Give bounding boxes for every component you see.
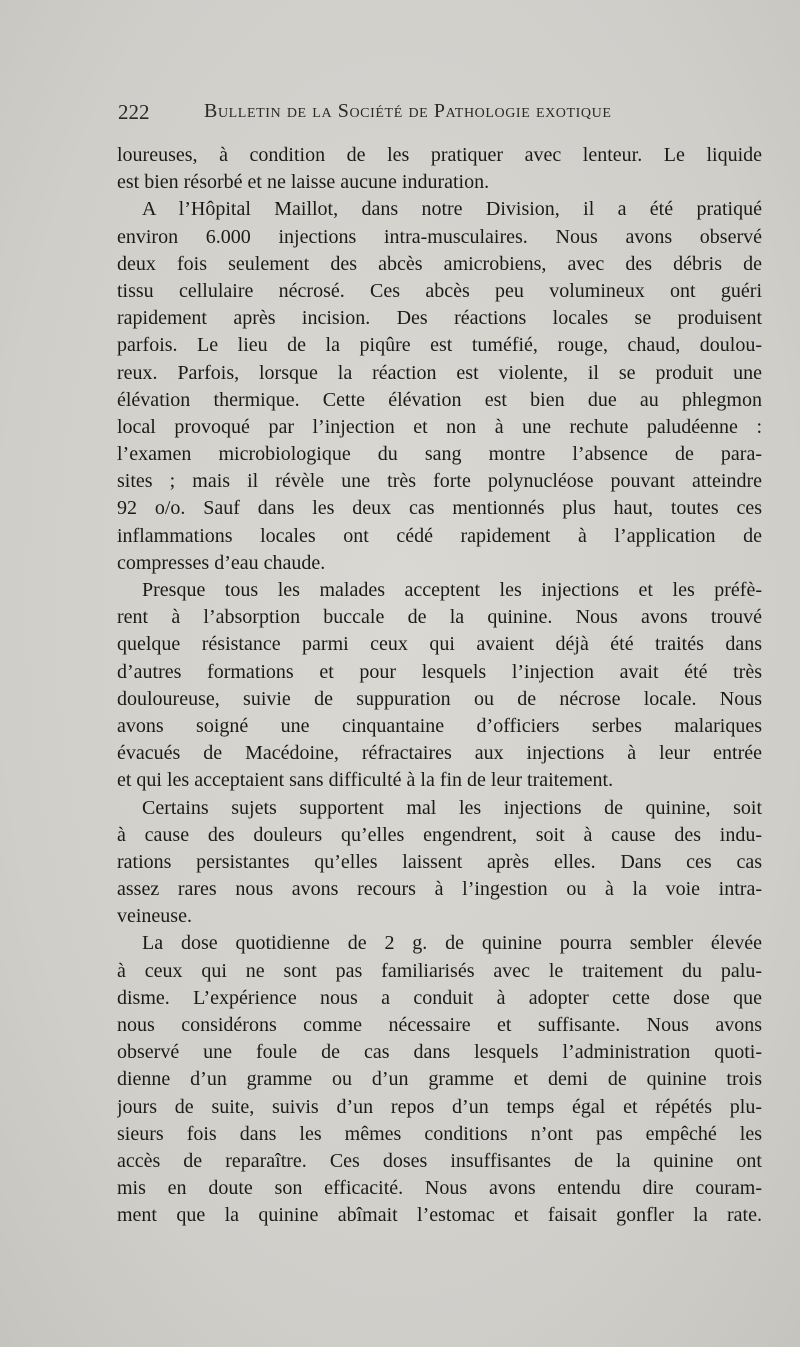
text-line: dienne d’un gramme ou d’un gramme et demi de quinine trois — [117, 1068, 762, 1091]
text-line: sieurs fois dans les mêmes conditions n’ont pas empêché les — [117, 1122, 762, 1145]
text-line: évacués de Macédoine, réfractaires aux injections à leur entrée — [117, 742, 762, 765]
text-line: à cause des douleurs qu’elles engendrent, soit à cause des indu- — [117, 823, 762, 846]
text-line: La dose quotidienne de 2 g. de quinine pourra sembler élevée — [142, 932, 762, 955]
text-line: jours de suite, suivis d’un repos d’un temps égal et répétés plu- — [117, 1095, 762, 1118]
text-line: local provoqué par l’injection et non à une rechute paludéenne : — [117, 415, 762, 438]
text-line: Presque tous les malades acceptent les injections et les préfè- — [142, 579, 762, 601]
text-line: rapidement après incision. Des réactions locales se produisent — [117, 307, 762, 330]
text-line: compresses d’eau chaude. — [117, 551, 326, 574]
text-line: avons soigné une cinquantaine d’officiers serbes malariques — [117, 714, 762, 737]
text-line: l’examen microbiologique du sang montre l’absence de para- — [117, 443, 762, 466]
text-line: d’autres formations et pour lesquels l’injection avait été très — [117, 660, 762, 683]
text-line: parfois. Le lieu de la piqûre est tuméfié, rouge, chaud, doulou- — [117, 334, 762, 357]
text-line: A l’Hôpital Maillot, dans notre Division, il a été pratiqué — [142, 198, 762, 221]
text-line: observé une foule de cas dans lesquels l’administration quoti- — [117, 1041, 762, 1064]
text-line: élévation thermique. Cette élévation est bien due au phlegmon — [117, 388, 762, 411]
text-line: environ 6.000 injections intra-musculaires. Nous avons observé — [117, 225, 762, 248]
journal-title: Bulletin de la Société de Pathologie exotique — [204, 100, 612, 122]
text-line: reux. Parfois, lorsque la réaction est violente, il se produit une — [117, 361, 762, 384]
text-line: inflammations locales ont cédé rapidement à l’application de — [117, 524, 762, 547]
text-line: est bien résorbé et ne laisse aucune induration. — [117, 171, 490, 194]
text-line: à ceux qui ne sont pas familiarisés avec le traitement du palu- — [117, 959, 762, 982]
running-header — [118, 100, 678, 130]
body-text — [117, 142, 762, 1230]
text-line: rations persistantes qu’elles laissent après elles. Dans ces cas — [117, 850, 762, 873]
text-line: mis en doute son efficacité. Nous avons entendu dire couram- — [117, 1177, 762, 1200]
text-line: douloureuse, suivie de suppuration ou de nécrose locale. Nous — [117, 687, 762, 710]
text-line: nous considérons comme nécessaire et suffisante. Nous avons — [117, 1014, 762, 1036]
text-line: loureuses, à condition de les pratiquer avec lenteur. Le liquide — [117, 144, 762, 166]
text-line: tissu cellulaire nécrosé. Ces abcès peu volumineux ont guéri — [117, 279, 762, 302]
page-number: 222 — [118, 100, 150, 124]
text-line: ment que la quinine abîmait l’estomac et faisait gonfler la rate. — [117, 1204, 762, 1227]
text-line: rent à l’absorption buccale de la quinine. Nous avons trouvé — [117, 606, 762, 629]
text-line: Certains sujets supportent mal les injections de quinine, soit — [142, 796, 762, 819]
text-line: quelque résistance parmi ceux qui avaient déjà été traités dans — [117, 633, 762, 656]
text-line: sites ; mais il révèle une très forte polynucléose pouvant atteindre — [117, 470, 762, 493]
text-line: veineuse. — [117, 905, 192, 928]
text-line: assez rares nous avons recours à l’ingestion ou à la voie intra- — [117, 878, 762, 901]
text-line: 92 o/o. Sauf dans les deux cas mentionnés plus haut, toutes ces — [117, 497, 762, 520]
text-line: disme. L’expérience nous a conduit à adopter cette dose que — [117, 986, 762, 1009]
text-line: accès de reparaître. Ces doses insuffisantes de la quinine ont — [117, 1149, 762, 1172]
text-line: et qui les acceptaient sans difficulté à la fin de leur traitement. — [117, 769, 614, 792]
text-line: deux fois seulement des abcès amicrobiens, avec des débris de — [117, 252, 762, 275]
